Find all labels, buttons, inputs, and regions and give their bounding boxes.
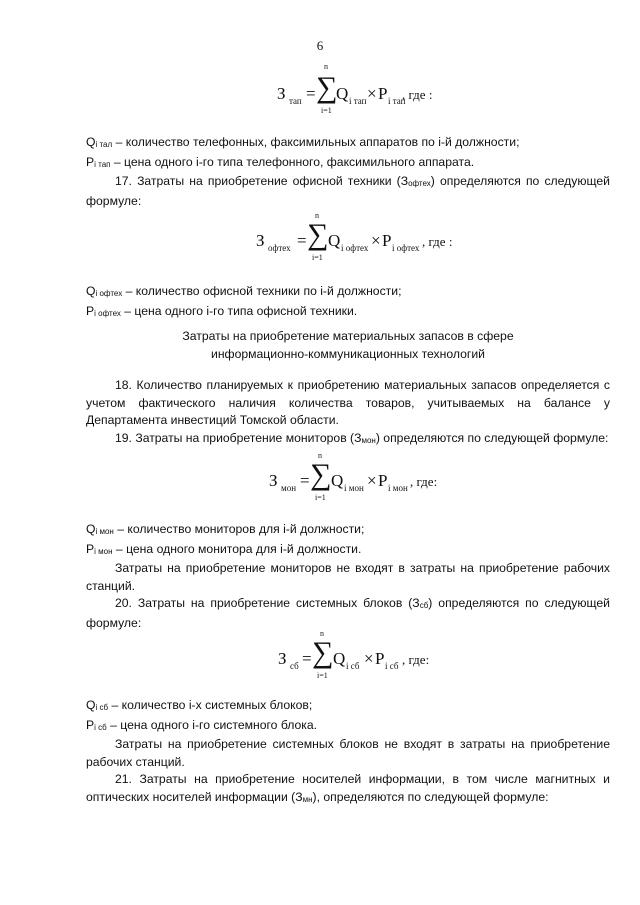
sum-sigma: ∑ xyxy=(316,71,338,104)
formula-tail: , где: xyxy=(410,474,438,489)
formula-p: P xyxy=(378,471,388,490)
sum-sigma: ∑ xyxy=(307,218,329,251)
sum-upper-limit: n xyxy=(318,451,322,460)
formula-q: Q xyxy=(328,231,341,250)
system-unit-note: Затраты на приобретение системных блоков не входят в затраты на приобретение рабочих станций. xyxy=(86,737,610,769)
formula-z: З xyxy=(269,471,278,490)
var-p-sub: i тап xyxy=(94,159,111,169)
formula-q-sub: i сб xyxy=(346,661,360,671)
sum-lower-limit: i=1 xyxy=(317,671,328,680)
formula-q-sub: i тап xyxy=(349,96,367,106)
formula-z: З xyxy=(277,84,286,103)
var-p: P xyxy=(86,154,95,169)
formula-times: × xyxy=(364,649,374,668)
formula-p: P xyxy=(378,84,388,103)
var-q-sub: i тал xyxy=(95,140,113,149)
formula-p-sub: i тап xyxy=(388,96,406,106)
formula-z-sub: сб xyxy=(290,661,299,671)
formula-tail: , где: xyxy=(402,652,430,667)
formula-p-sub: i сб xyxy=(385,661,399,671)
formula-tail: , где : xyxy=(422,234,453,249)
formula-times: × xyxy=(367,471,377,490)
sum-lower-limit: i=1 xyxy=(321,106,332,115)
formula-z: З xyxy=(278,649,287,668)
formula-eq: = xyxy=(306,84,316,103)
formula-z-sub: тап xyxy=(289,96,302,106)
formula-q-sub: i мон xyxy=(344,483,364,493)
page-number: 6 xyxy=(316,38,324,53)
formula-eq: = xyxy=(302,649,312,668)
formula-eq: = xyxy=(300,471,310,490)
formula-phone-costs xyxy=(0,62,640,122)
sum-upper-limit: n xyxy=(320,629,324,638)
formula-tail: , где : xyxy=(402,87,433,102)
formula-q: Q xyxy=(336,84,349,103)
sum-lower-limit: i=1 xyxy=(315,493,326,502)
block-phone-definitions xyxy=(86,134,610,210)
formula-system-units xyxy=(0,629,640,696)
formula-p: P xyxy=(375,649,385,668)
paragraph-19: 19. Затраты на приобретение мониторов (Змон) определяются по следующей формуле: xyxy=(115,430,609,445)
formula-q: Q xyxy=(333,649,346,668)
block-office-definitions: Qi офтех – количество офисной техники по i-й должности; Pi офтех – цена одного i-го типа офисной техники. xyxy=(86,284,402,318)
paragraph-18: 18. Количество планируемых к приобретению материальных запасов определяется с учетом фактического наличия количества товаров, учитываемых на балансе у Департамента инвестиций Томской области. xyxy=(86,378,610,427)
block-monitor-definitions: Qi мон – количество мониторов для i-й должности; Pi мон – цена одного монитора для i-й должности. Затраты на приобретение мониторов не входят в затраты на приобретение рабочих станций. 20. Затраты на приобретение системных блоков (Зсб) определяются по следующей формуле: xyxy=(86,521,610,632)
sum-sigma: ∑ xyxy=(310,458,332,491)
monitor-note: Затраты на приобретение мониторов не входят в затраты на приобретение рабочих станций. xyxy=(86,561,610,593)
block-materials xyxy=(86,377,610,449)
formula-q-sub: i офтех xyxy=(341,243,369,253)
section-heading: Затраты на приобретение материальных запасов в сфере информационно-коммуникационных технологий xyxy=(182,329,514,361)
sum-upper-limit: n xyxy=(324,62,328,71)
var-q: Q xyxy=(86,135,96,149)
formula-p-sub: i офтех xyxy=(392,243,420,253)
block-system-unit-definitions: Qi сб – количество i-х системных блоков; Pi сб – цена одного i-го системного блока. Затраты на приобретение системных блоков не входят в затраты на приобретение рабочих станций. 21. Затраты на приобретение носителей информации, в том числе магнитных и оптических носителей информации (Змн), определяются по следующей формуле: xyxy=(86,697,610,808)
def-q-text: – количество телефонных, факсимильных аппаратов по i-й должности; xyxy=(112,135,520,149)
sum-sigma: ∑ xyxy=(312,636,334,669)
formula-q: Q xyxy=(331,471,344,490)
paragraph-21: 21. Затраты на приобретение носителей информации, в том числе магнитных и оптических носителей информации (Змн), определяются по следующей формуле: xyxy=(86,772,610,804)
sum-upper-limit: n xyxy=(315,211,319,220)
formula-p-sub: i мон xyxy=(388,483,408,493)
formula-times: × xyxy=(371,231,381,250)
paragraph-20: 20. Затраты на приобретение системных блоков (Зсб) определяются по следующей формуле: xyxy=(86,596,610,630)
formula-eq: = xyxy=(297,231,307,250)
formula-monitors xyxy=(0,451,640,518)
formula-p: P xyxy=(382,231,392,250)
formula-z-sub: офтех xyxy=(268,243,291,253)
def-p-text: – цена одного i-го типа телефонного, факсимильного аппарата. xyxy=(110,154,475,169)
paragraph-17: 17. Затраты на приобретение офисной техники (Зофтех) определяются по следующей формуле: xyxy=(86,174,610,208)
formula-times: × xyxy=(367,84,377,103)
sum-lower-limit: i=1 xyxy=(312,253,323,262)
formula-office-tech xyxy=(0,211,640,278)
formula-z: З xyxy=(256,231,265,250)
formula-z-sub: мон xyxy=(281,483,297,493)
